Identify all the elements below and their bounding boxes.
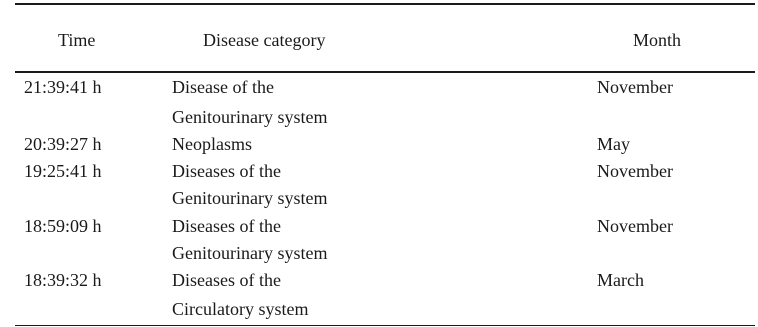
table-bottom-rule <box>15 325 755 326</box>
table-top-rule <box>15 3 755 5</box>
cell-disease-line1: Diseases of the <box>172 216 281 236</box>
cell-month: November <box>597 216 673 236</box>
cell-time: 19:25:41 h <box>24 161 102 181</box>
cell-time: 18:39:32 h <box>24 270 102 290</box>
cell-disease-line1: Diseases of the <box>172 270 281 290</box>
table-header-rule <box>15 71 755 73</box>
cell-disease-line1: Disease of the <box>172 77 274 97</box>
cell-month: March <box>597 270 644 290</box>
cell-disease-line2: Genitourinary system <box>172 107 328 127</box>
header-time: Time <box>58 30 96 50</box>
cell-disease-line1: Diseases of the <box>172 161 281 181</box>
header-month: Month <box>633 30 682 50</box>
cell-time: 21:39:41 h <box>24 77 102 97</box>
cell-month: November <box>597 161 673 181</box>
cell-disease-line1: Neoplasms <box>172 134 252 154</box>
cell-disease-line2: Circulatory system <box>172 299 309 319</box>
cell-time: 20:39:27 h <box>24 134 102 154</box>
cell-time: 18:59:09 h <box>24 216 102 236</box>
header-disease-category: Disease category <box>203 30 326 50</box>
cell-month: November <box>597 77 673 97</box>
cell-disease-line2: Genitourinary system <box>172 243 328 263</box>
cell-disease-line2: Genitourinary system <box>172 188 328 208</box>
cell-month: May <box>597 134 630 154</box>
